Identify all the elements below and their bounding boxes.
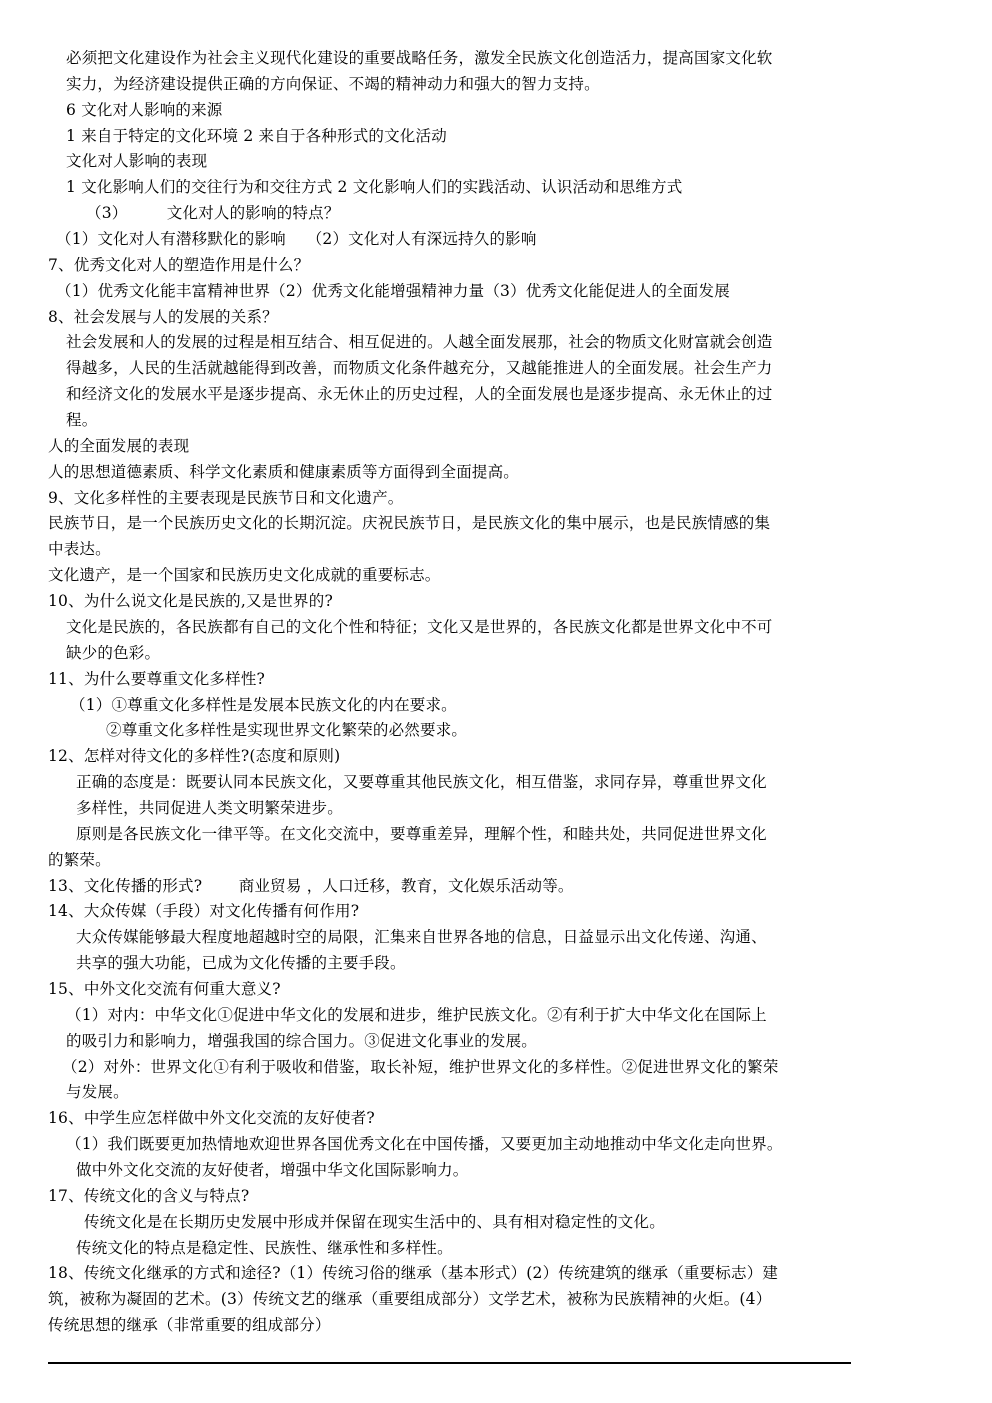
text-line: 做中外文化交流的友好使者，增强中华文化国际影响力。 [76,1160,469,1179]
text-line: 16、中学生应怎样做中外文化交流的友好使者? [48,1109,375,1128]
text-line: （1）对内：中华文化①促进中华文化的发展和进步，维护民族文化。②有利于扩大中华文化在国际上 [66,1005,767,1024]
text-line: 原则是各民族文化一律平等。在文化交流中，要尊重差异，理解个性，和睦共处，共同促进世界文化 [76,824,767,843]
text-line: 18、传统文化继承的方式和途径?（1）传统习俗的继承（基本形式）(2）传统建筑的继承（重要标志）建 [48,1264,779,1283]
text-line: （2）对外：世界文化①有利于吸收和借鉴，取长补短，维护世界文化的多样性。②促进世界文化的繁荣 [62,1057,779,1076]
text-line: 筑，被称为凝固的艺术。(3）传统文艺的继承（重要组成部分）文学艺术，被称为民族精神的火炬。(4） [48,1290,772,1309]
text-line: 大众传媒能够最大程度地超越时空的局限，汇集来自世界各地的信息，日益显示出文化传递、沟通、 [76,928,767,947]
text-line: 社会发展和人的发展的过程是相互结合、相互促进的。人越全面发展那，社会的物质文化财富就会创造 [66,333,773,352]
bottom-rule [48,1362,851,1364]
text-line: 文化遗产，是一个国家和民族历史文化成就的重要标志。 [48,566,441,585]
text-line: 的繁荣。 [48,850,111,869]
text-line: 14、大众传媒（手段）对文化传播有何作用? [48,902,360,921]
text-line: 文化是民族的，各民族都有自己的文化个性和特征；文化又是世界的，各民族文化都是世界文化中不可 [66,617,773,636]
text-line: 的吸引力和影响力，增强我国的综合国力。③促进文化事业的发展。 [66,1031,538,1050]
text-line: （1）我们既要更加热情地欢迎世界各国优秀文化在中国传播，又要更加主动地推动中华文化走向世界。 [66,1135,783,1154]
text-line: 17、传统文化的含义与特点? [48,1186,250,1205]
text-line: 共享的强大功能，已成为文化传播的主要手段。 [76,954,406,973]
text-line: 程。 [66,411,98,430]
text-line: 文化对人影响的表现 [66,152,208,171]
text-line: 7、优秀文化对人的塑造作用是什么？ [48,255,310,274]
text-line: 9、文化多样性的主要表现是民族节日和文化遗产。 [48,488,404,507]
text-line: 8、社会发展与人的发展的关系？ [48,307,278,326]
text-line: 缺少的色彩。 [66,643,161,662]
text-line: （3） 文化对人的影响的特点？ [86,204,340,223]
text-line: 中表达。 [48,540,111,559]
text-line: （1）①尊重文化多样性是发展本民族文化的内在要求。 [70,695,457,714]
text-line: 多样性，共同促进人类文明繁荣进步。 [76,798,343,817]
text-line: 得越多，人民的生活就越能得到改善，而物质文化条件越充分，又越能推进人的全面发展。社会生产力 [66,359,773,378]
text-line: 人的全面发展的表现 [48,436,190,455]
text-line: 人的思想道德素质、科学文化素质和健康素质等方面得到全面提高。 [48,462,520,481]
text-line: 和经济文化的发展水平是逐步提高、永无休止的历史过程，人的全面发展也是逐步提高、永无休止的过 [66,385,773,404]
text-line: 传统文化是在长期历史发展中形成并保留在现实生活中的、具有相对稳定性的文化。 [84,1212,665,1231]
text-line: 15、中外文化交流有何重大意义? [48,979,281,998]
text-line: 10、为什么说文化是民族的,又是世界的? [48,592,333,611]
text-line: 11、为什么要尊重文化多样性? [48,669,266,688]
text-line: 1 文化影响人们的交往行为和交往方式 2 文化影响人们的实践活动、认识活动和思维方式 [66,178,683,197]
text-line: ②尊重文化多样性是实现世界文化繁荣的必然要求。 [106,721,468,740]
text-line: 12、怎样对待文化的多样性?(态度和原则) [48,747,341,766]
text-line: 13、文化传播的形式? 商业贸易 ，人口迁移，教育，文化娱乐活动等。 [48,876,574,895]
text-line: （1）文化对人有潜移默化的影响 （2）文化对人有深远持久的影响 [56,230,537,249]
text-line: 必须把文化建设作为社会主义现代化建设的重要战略任务，激发全民族文化创造活力，提高国家文化软 [66,49,773,67]
text-line: 民族节日，是一个民族历史文化的长期沉淀。庆祝民族节日，是民族文化的集中展示，也是民族情感的集 [48,514,771,533]
text-line: （1）优秀文化能丰富精神世界（2）优秀文化能增强精神力量（3）优秀文化能促进人的全面发展 [56,281,730,300]
text-line: 1 来自于特定的文化环境 2 来自于各种形式的文化活动 [66,126,447,145]
text-line: 实力，为经济建设提供正确的方向保证、不竭的精神动力和强大的智力支持。 [66,74,600,93]
text-line: 6 文化对人影响的来源 [66,100,223,119]
text-line: 传统文化的特点是稳定性、民族性、继承性和多样性。 [76,1238,453,1257]
text-line: 与发展。 [66,1083,129,1102]
text-line: 传统思想的继承（非常重要的组成部分） [48,1316,331,1335]
text-line: 正确的态度是：既要认同本民族文化，又要尊重其他民族文化，相互借鉴，求同存异，尊重世界文化 [76,773,767,792]
